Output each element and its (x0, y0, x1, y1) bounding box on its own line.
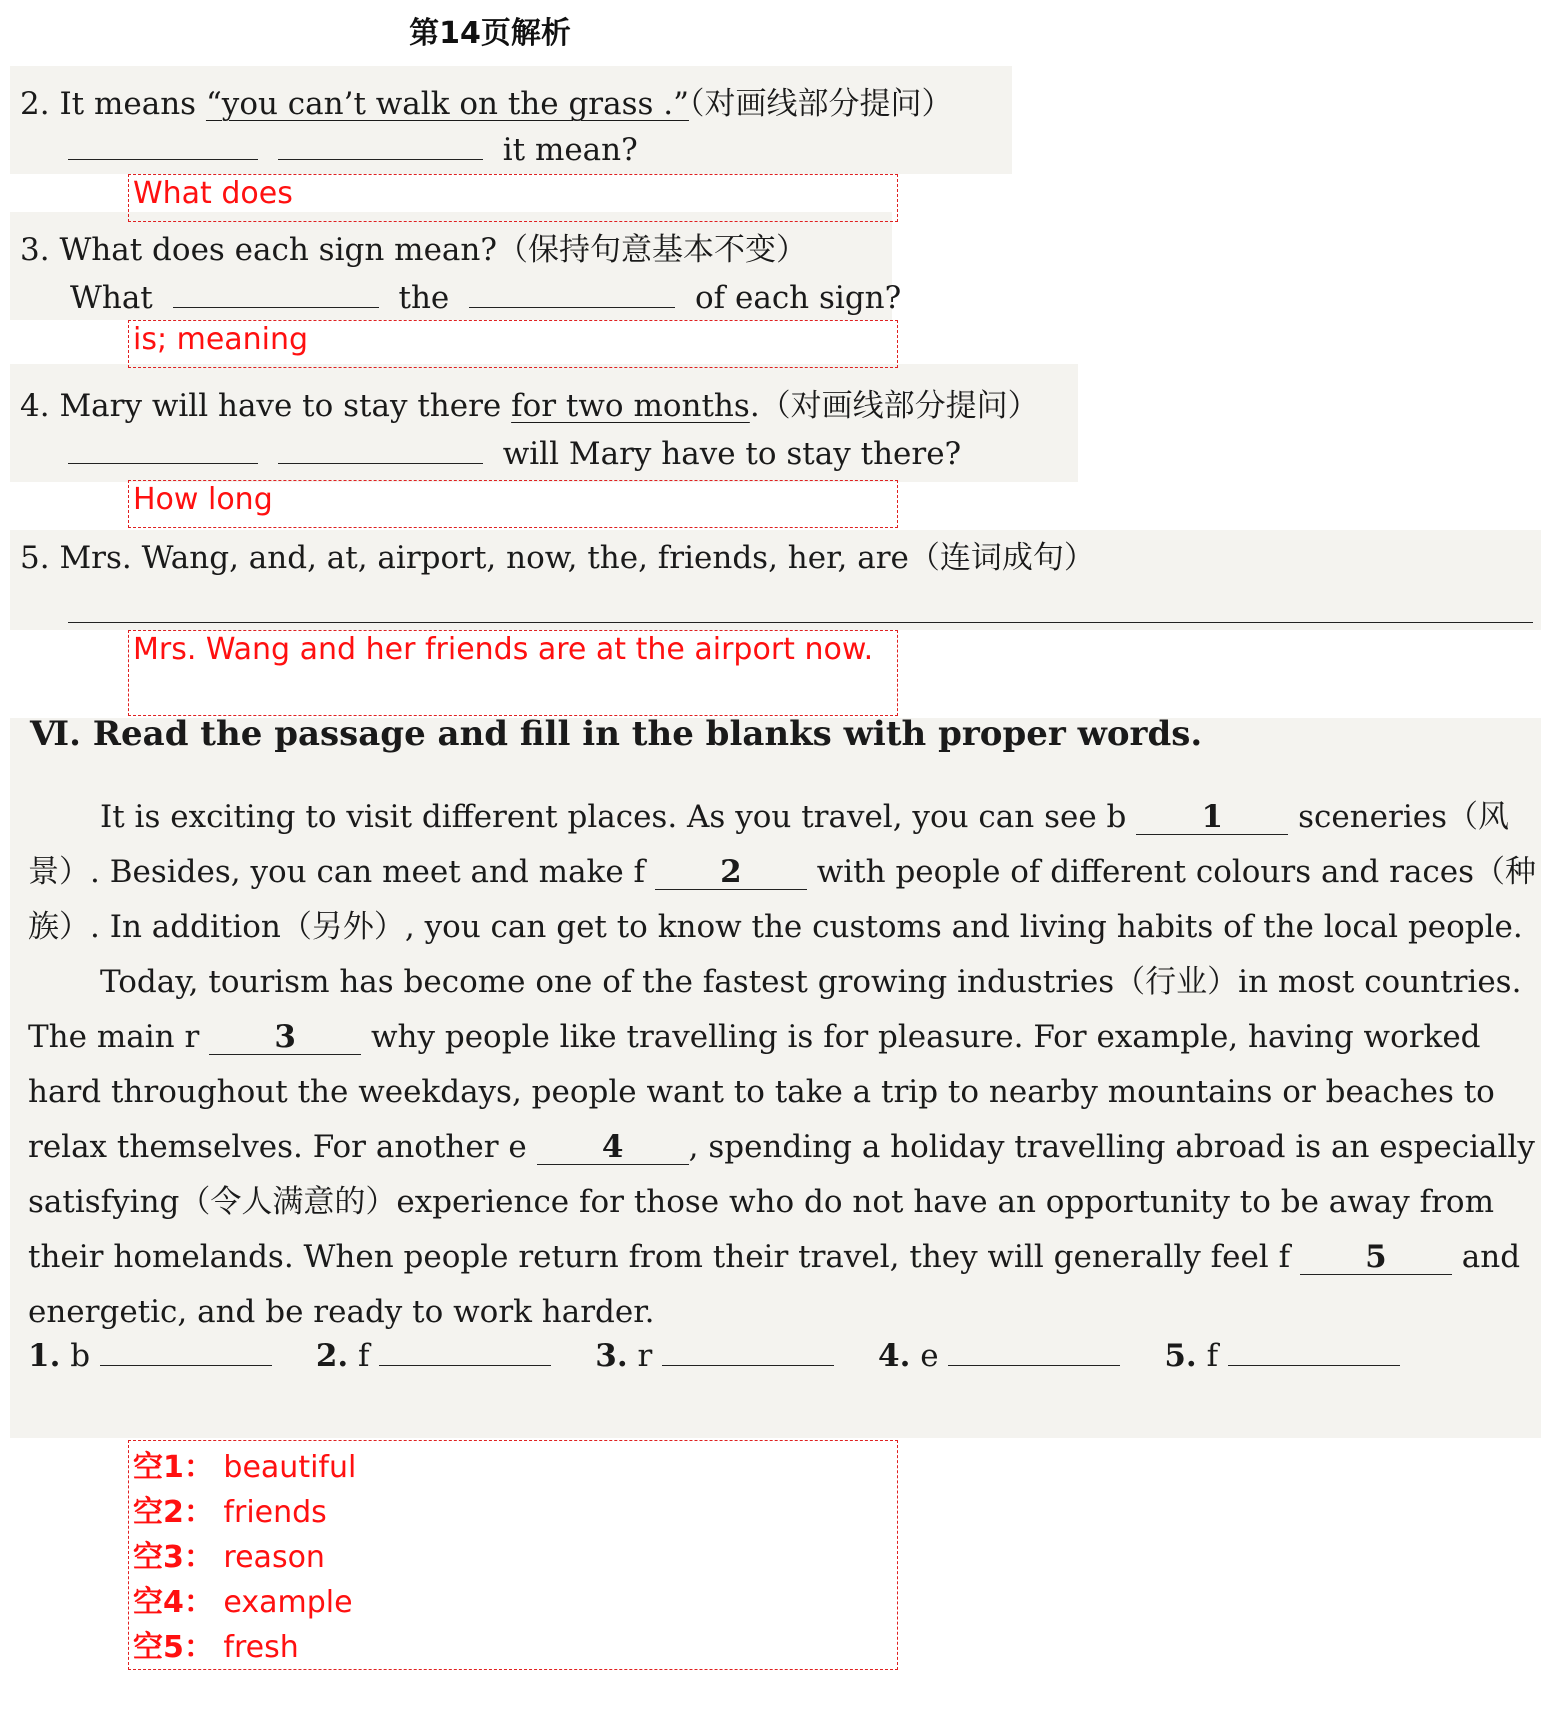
q2-blank-1 (68, 133, 258, 160)
q3-blank-1 (173, 281, 379, 308)
p2-part-a: Today, tourism has become one of the fastest growing industries（行业）in most countries. The main r (28, 964, 1522, 1055)
p2-part-d: and energetic, and be ready to work harder. (28, 1239, 1521, 1330)
answer-row-5: 空5： fresh (133, 1630, 299, 1665)
answer-row-4: 空4： example (133, 1585, 353, 1620)
q2-prefix: It means (59, 86, 206, 122)
q3-number: 3. (20, 232, 50, 268)
p1-part-a: It is exciting to visit different places. As you travel, you can see b (100, 799, 1127, 835)
answer-blank-item-2: 2. f (316, 1338, 552, 1374)
q5-number: 5. (20, 540, 50, 576)
section6-heading: Ⅵ. Read the passage and fill in the blanks with proper words. (30, 714, 1203, 754)
q2-line1 (20, 78, 952, 123)
passage-blank-3: 3 (209, 1020, 361, 1055)
q3-line1 (20, 224, 807, 269)
q4-line1 (20, 380, 1039, 425)
q3-word-what: What (70, 280, 153, 316)
q3-answer: is; meaning (133, 322, 309, 357)
answer-row-3: 空3： reason (133, 1540, 325, 1575)
answer-blank-item-5: 5. f (1164, 1338, 1400, 1374)
q4-blank-2 (278, 437, 483, 464)
answer-blank-item-4: 4. e (878, 1338, 1120, 1374)
section6-answer-box (128, 1440, 898, 1670)
q4-prefix: Mary will have to stay there (59, 388, 512, 424)
q5-answer-line (68, 622, 1533, 623)
p2-part-c: , spending a holiday travelling abroad is an especially satisfying（令人满意的）experience for those who do not have an opportunity to be away from their homelands. When people return from their travel, they will generally feel f (28, 1129, 1535, 1275)
q2-line2-text: it mean? (502, 132, 638, 168)
p1-part-c: with people of different colours and races（种族）. In addition（另外）, you can get to know the customs and living habits of the local people. (28, 854, 1537, 945)
q4-number: 4. (20, 388, 50, 424)
passage-paragraph-1 (28, 790, 1543, 955)
q4-line2 (68, 436, 961, 472)
q2-blank-2 (278, 133, 483, 160)
answer-blanks-row (28, 1338, 1434, 1374)
q2-number: 2. (20, 86, 50, 122)
q4-answer: How long (133, 482, 273, 517)
q2-line2 (68, 132, 638, 168)
q3-word-the: the (398, 280, 450, 316)
q5-line1 (20, 532, 1095, 577)
q3-blank-2 (469, 281, 675, 308)
p2-part-b: why people like travelling is for pleasure. For example, having worked hard throughout the weekdays, people want to take a trip to nearby mountains or beaches to relax themselves. For another e (28, 1019, 1495, 1165)
passage-blank-4: 4 (537, 1130, 689, 1165)
q3-answer-box (128, 320, 898, 368)
passage-paragraph-2 (28, 955, 1543, 1340)
q5-text: Mrs. Wang, and, at, airport, now, the, friends, her, are（连词成句） (59, 540, 1095, 576)
q3-line2 (70, 280, 901, 316)
q4-blank-1 (68, 437, 258, 464)
passage-blank-5: 5 (1300, 1240, 1452, 1275)
q5-answer: Mrs. Wang and her friends are at the airport now. (133, 632, 874, 667)
answer-blank-item-3: 3. r (595, 1338, 834, 1374)
passage-blank-1: 1 (1136, 800, 1288, 835)
q4-answer-box (128, 480, 898, 528)
q4-line2-text: will Mary have to stay there? (502, 436, 962, 472)
q3-word-rest: of each sign? (695, 280, 902, 316)
q2-answer: What does (133, 176, 293, 211)
q3-text: What does each sign mean?（保持句意基本不变） (59, 232, 807, 268)
q5-answer-box (128, 630, 898, 716)
q2-underlined: “you can’t walk on the grass .” (205, 86, 689, 122)
answer-blank-item-1: 1. b (28, 1338, 272, 1374)
passage-blank-2: 2 (655, 855, 807, 890)
p1-part-b: sceneries（风景）. Besides, you can meet and make f (28, 799, 1510, 890)
q2-instruction: （对画线部分提问） (688, 86, 953, 122)
q2-answer-box (128, 174, 898, 222)
page-title: 第14页解析 (409, 16, 571, 51)
answer-row-2: 空2： friends (133, 1495, 327, 1530)
q4-suffix: .（对画线部分提问） (749, 388, 1039, 424)
answer-row-1: 空1： beautiful (133, 1450, 357, 1485)
q4-underlined: for two months (511, 388, 750, 424)
